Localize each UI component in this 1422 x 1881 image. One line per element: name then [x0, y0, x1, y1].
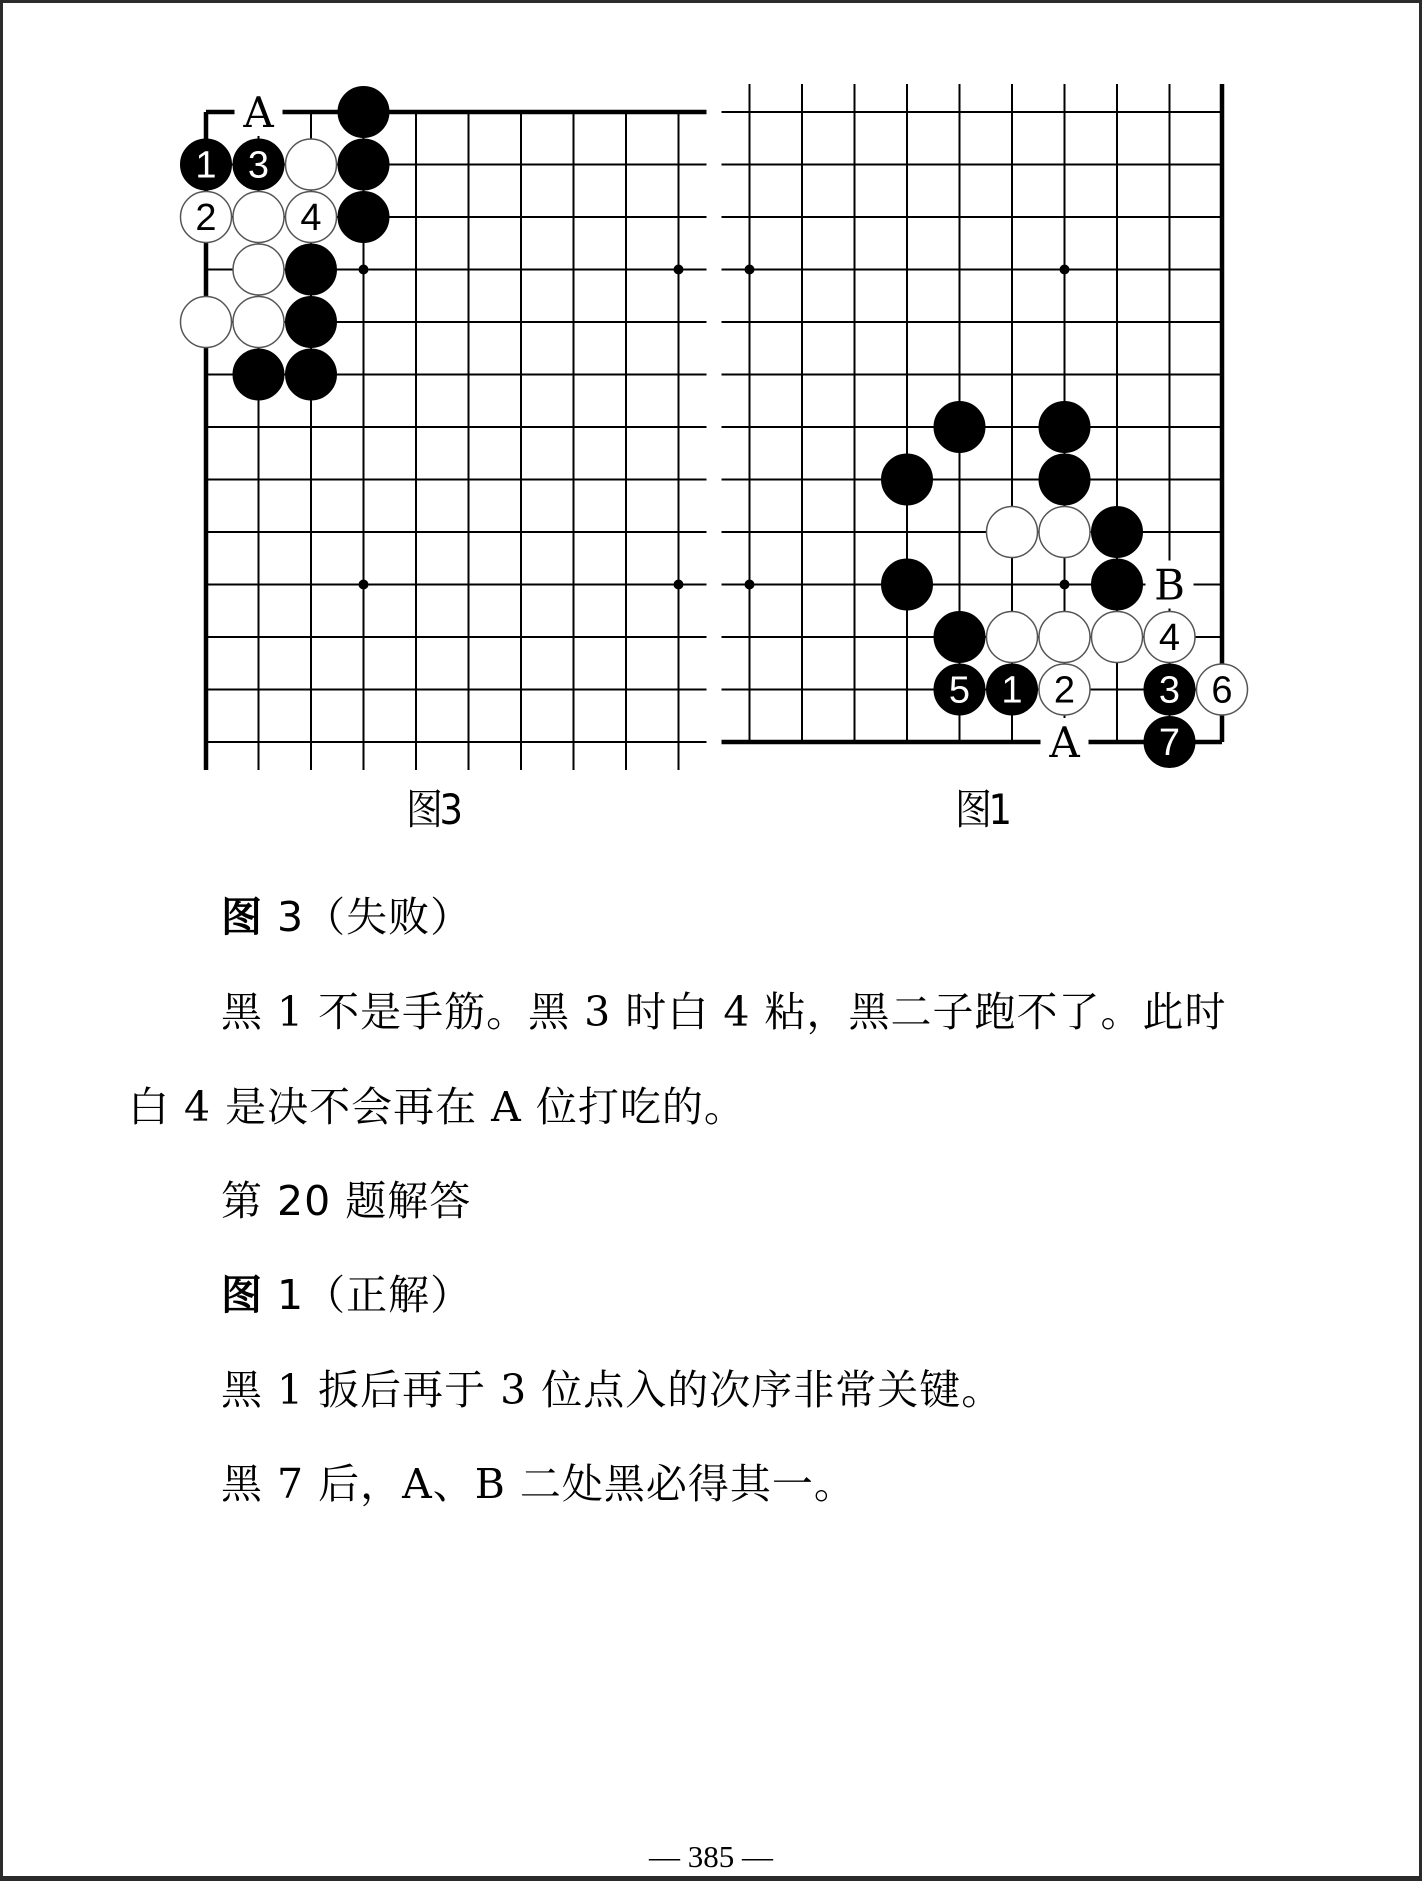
black-stone [1039, 402, 1090, 453]
move-number: 1 [1001, 669, 1023, 712]
figure-label: 图 [221, 1271, 263, 1319]
book-page [3, 3, 1419, 1876]
figure-label: 图 [221, 893, 263, 941]
position-marker-a: A [1049, 718, 1080, 767]
white-stone [1039, 612, 1090, 663]
figure-1-heading [221, 1270, 472, 1320]
black-stone [1039, 454, 1090, 505]
move-number: 1 [195, 144, 217, 187]
black-stone [882, 559, 933, 610]
white-stone [1039, 664, 1090, 715]
star-point [745, 580, 755, 590]
black-stone [1144, 717, 1195, 768]
star-point [1060, 580, 1070, 590]
answer-heading: 第 20 题解答 [221, 1177, 472, 1225]
go-diagram-figure-1 [3, 3, 1419, 783]
black-stone [934, 402, 985, 453]
star-point [745, 265, 755, 275]
figure-3-paragraph-line-2: 白 4 是决不会再在 A 位打吃的。 [128, 1083, 746, 1131]
move-number: 3 [1158, 669, 1181, 712]
move-number: 3 [247, 144, 270, 187]
move-number: 5 [948, 669, 971, 712]
black-stone [882, 454, 933, 505]
white-stone [1197, 664, 1248, 715]
white-stone [987, 507, 1038, 558]
black-stone [934, 612, 985, 663]
white-stone [987, 612, 1038, 663]
figure-note: （失败） [304, 893, 473, 941]
black-stone [1144, 664, 1195, 715]
position-marker-a: A [243, 88, 274, 137]
move-number: 4 [1158, 617, 1181, 659]
move-number: 4 [300, 197, 322, 239]
page-number: — 385 — [649, 1839, 773, 1874]
black-stone [1092, 507, 1143, 558]
white-stone [1092, 612, 1143, 663]
move-number: 7 [1158, 722, 1181, 764]
diagram-caption-figure-1: 图1 [955, 785, 1009, 834]
move-number: 6 [1211, 669, 1233, 712]
move-number: 2 [1053, 669, 1076, 712]
figure-number: 1 [277, 1271, 305, 1319]
position-marker-b: B [1154, 560, 1185, 610]
white-stone [1144, 612, 1195, 663]
black-stone [934, 664, 985, 715]
figure-note: （正解） [304, 1271, 473, 1319]
diagram-caption-figure-3: 图3 [406, 785, 460, 834]
figure-3-heading [221, 892, 472, 942]
black-stone [987, 664, 1038, 715]
figure-1-paragraph-line-1: 黑 1 扳后再于 3 位点入的次序非常关键。 [221, 1366, 1004, 1414]
move-number: 2 [195, 197, 217, 239]
figure-1-paragraph-line-2: 黑 7 后，A、B 二处黑必得其一。 [221, 1460, 856, 1508]
figure-number: 3 [277, 893, 305, 941]
figure-3-paragraph-line-1: 黑 1 不是手筋。黑 3 时白 4 粘，黑二子跑不了。此时 [221, 988, 1227, 1036]
star-point [1060, 265, 1070, 275]
white-stone [1039, 507, 1090, 558]
black-stone [1092, 559, 1143, 610]
